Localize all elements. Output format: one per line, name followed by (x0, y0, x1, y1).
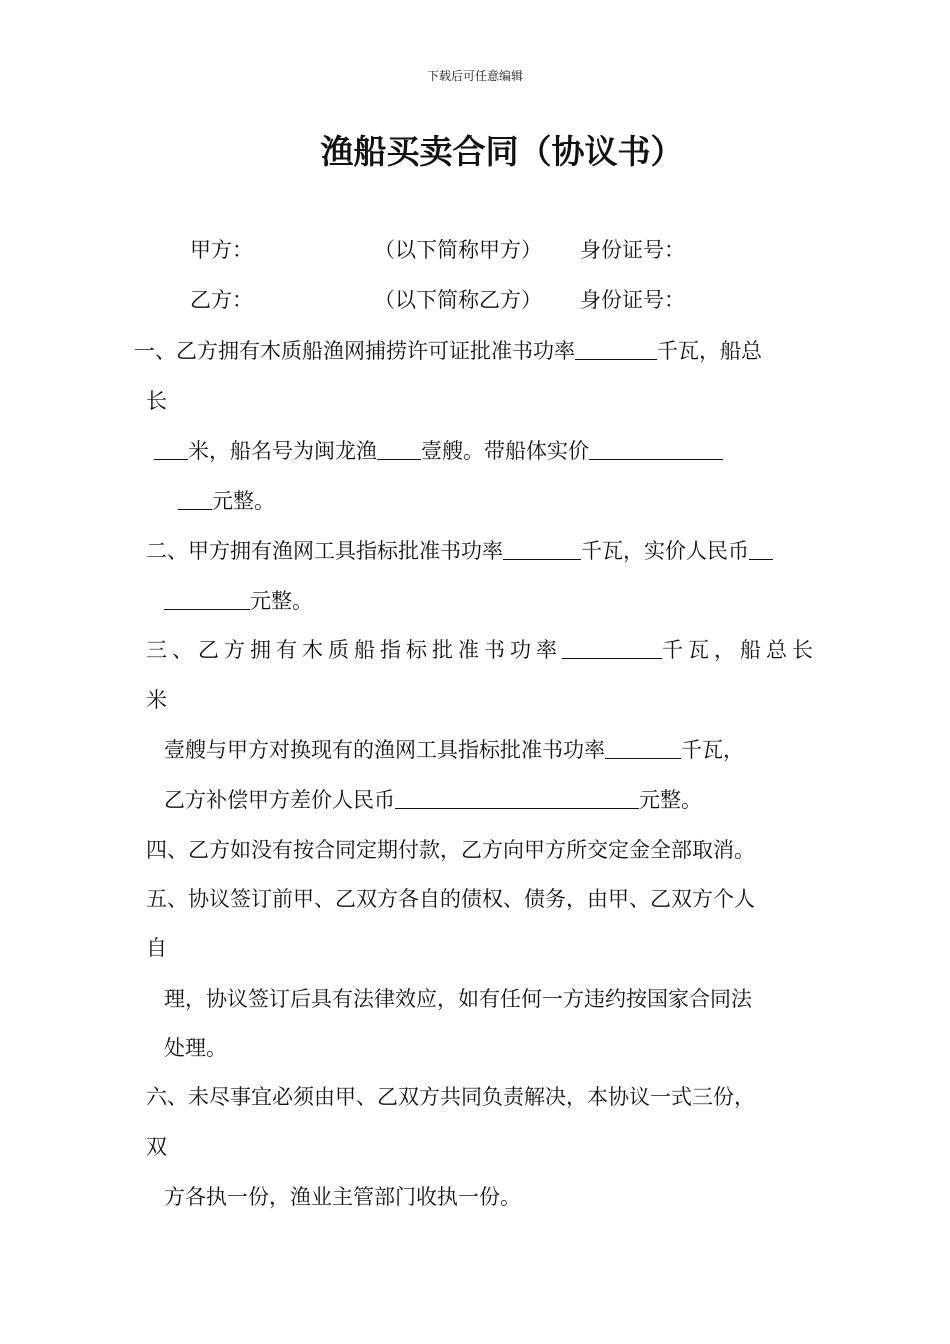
party-b-label: 乙方： (190, 288, 253, 312)
clause-3-text-c: 壹艘与甲方对换现有的渔网工具指标批准书功率 (164, 738, 605, 762)
clause-3-line-1 (146, 636, 818, 664)
clause-3-line-3 (164, 736, 744, 764)
clause-2-text-b: 千瓦，实价人民币 (581, 539, 749, 563)
clause-3-line-4 (164, 786, 702, 814)
clause-1-text-d: 壹艘。带船体实价 (421, 439, 589, 463)
clause-2-text-a: 二、甲方拥有渔网工具指标批准书功率 (146, 539, 503, 563)
clause-2-text-c: 元整。 (250, 589, 313, 613)
clause-6-line-1: 六、未尽事宜必须由甲、乙双方共同负责解决，本协议一式三份， (146, 1085, 755, 1109)
clause-1-line-3 (154, 437, 723, 465)
clause-3-text-f: 元整。 (639, 788, 702, 812)
net-power-blank[interactable] (503, 539, 581, 560)
clause-5-line-4: 处理。 (164, 1036, 227, 1060)
hull-price-blank[interactable] (589, 439, 723, 460)
ship-number-blank[interactable] (377, 439, 421, 460)
net-price-blank[interactable] (749, 539, 773, 560)
ship-length-blank[interactable] (154, 439, 188, 460)
clause-1-text-a: 一、乙方拥有木质船渔网捕捞许可证批准书功率 (134, 339, 575, 363)
clause-2-line-2 (164, 587, 313, 615)
document-title: 渔船买卖合同（协议书） (320, 132, 684, 171)
clause-3-text-d: 千瓦， (681, 738, 744, 762)
clause-1-text-b: 千瓦，船总 (657, 339, 762, 363)
hull-price-blank-cont[interactable] (178, 489, 212, 510)
header-note: 下载后可任意编辑 (426, 69, 523, 83)
party-a-id-label: 身份证号： (580, 238, 685, 262)
power-kw-blank[interactable] (575, 339, 657, 360)
party-b-id-label: 身份证号： (580, 288, 685, 312)
clause-6-line-2: 双 (146, 1135, 167, 1159)
price-difference-blank[interactable] (395, 788, 639, 809)
clause-3-text-e: 乙方补偿甲方差价人民币 (164, 788, 395, 812)
clause-5-line-3: 理，协议签订后具有法律效应，如有任何一方违约按国家合同法 (164, 987, 752, 1011)
clause-4-line-1: 四、乙方如没有按合同定期付款，乙方向甲方所交定金全部取消。 (146, 838, 755, 862)
clause-1-text-c: 米，船名号为闽龙渔 (188, 439, 377, 463)
clause-1-text-e: 元整。 (212, 489, 275, 513)
party-a-label: 甲方： (190, 238, 253, 262)
clause-1-line-4 (178, 487, 275, 515)
clause-5-line-1: 五、协议签订前甲、乙双方各自的债权、债务，由甲、乙双方个人 (146, 887, 755, 911)
clause-6-line-3: 方各执一份，渔业主管部门收执一份。 (164, 1185, 521, 1209)
clause-2-line-1 (146, 537, 773, 565)
clause-5-line-2: 自 (146, 936, 167, 960)
exchange-power-blank[interactable] (605, 738, 681, 759)
party-b-alias: （以下简称乙方） (374, 288, 542, 312)
clause-3-text-a: 三、乙方拥有木质船指标批准书功率 (146, 638, 562, 662)
party-a-alias: （以下简称甲方） (374, 238, 542, 262)
clause-3-line-2: 米 (146, 688, 167, 712)
clause-1-line-1 (134, 337, 762, 365)
net-price-blank-cont[interactable] (164, 589, 250, 610)
clause-1-line-2: 长 (146, 389, 167, 413)
wood-ship-power-blank[interactable] (562, 638, 662, 659)
clause-3-text-b: 千瓦，船总长 (662, 638, 818, 662)
